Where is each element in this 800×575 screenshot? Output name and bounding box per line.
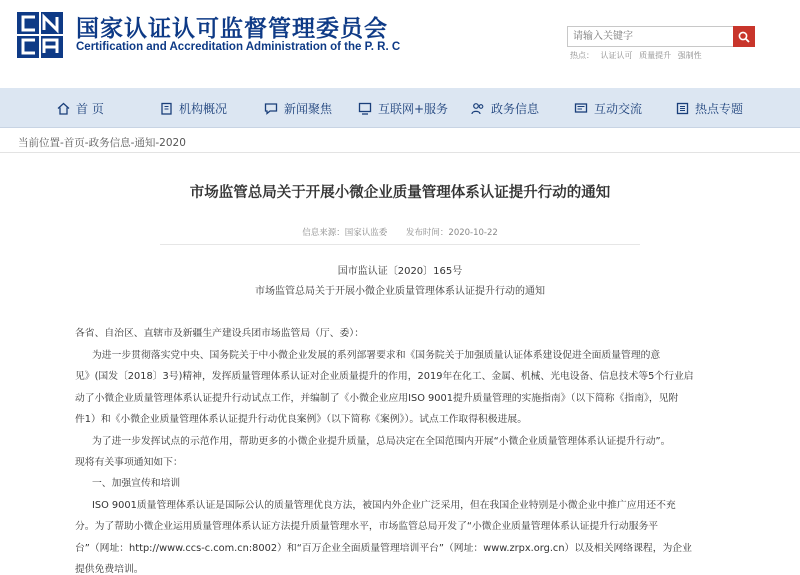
document-subtitle: 市场监管总局关于开展小微企业质量管理体系认证提升行动的通知	[255, 286, 545, 297]
nav-item-about[interactable]	[160, 88, 227, 128]
hot-word-link[interactable]: 强制性	[677, 51, 702, 60]
list-icon	[676, 102, 689, 115]
main-nav	[0, 88, 800, 128]
document-number: 国市监认证〔2020〕165号	[337, 266, 463, 277]
paragraph-line: 提供免费培训。	[75, 564, 144, 575]
article-meta	[0, 226, 800, 238]
cnca-logo-icon[interactable]	[17, 12, 63, 58]
article-title: 市场监管总局关于开展小微企业质量管理体系认证提升行动的通知	[189, 185, 611, 201]
breadcrumb[interactable]: 当前位置-首页-政务信息-通知-2020	[18, 137, 186, 149]
site-title-cn: 国家认证认可监督管理委员会	[76, 16, 388, 42]
hot-word-link[interactable]: 认证认可	[600, 51, 633, 60]
paragraph-line: 为了进一步发挥试点的示范作用，帮助更多的小微企业提升质量，总局决定在全国范围内开展“小微企业质量管理体系认证提升行动”。	[92, 436, 671, 447]
nav-label: 新闻聚焦	[284, 101, 333, 116]
nav-item-news[interactable]	[264, 88, 332, 128]
nav-item-home[interactable]	[57, 88, 104, 128]
hot-word-link[interactable]: 质量提升	[639, 51, 672, 60]
breadcrumb-divider	[0, 152, 800, 153]
nav-label: 热点专题	[695, 101, 744, 116]
building-icon	[160, 102, 173, 115]
hot-words-label: 热点：	[570, 51, 594, 60]
site-title-en: Certification and Accreditation Administration of the P. R. C	[76, 41, 401, 53]
nav-item-gov-info[interactable]	[471, 88, 539, 128]
article-date: 发布时间：2020-10-22	[405, 228, 498, 238]
search-box	[567, 26, 755, 47]
people-icon	[471, 102, 485, 115]
paragraph-line: 分。为了帮助小微企业运用质量管理体系认证方法提升质量管理水平，市场监管总局开发了“小微企业质量管理体系认证提升行动服务平	[75, 521, 659, 532]
nav-label: 政务信息	[491, 101, 540, 116]
search-icon	[738, 31, 750, 43]
paragraph-line: 见》(国发〔2018〕3号)精神，发挥质量管理体系认证对企业质量提升的作用，2019年在化工、金属、机械、光电设备、信息技术等5个行业启	[75, 371, 694, 382]
nav-item-internet-service[interactable]	[358, 88, 448, 128]
chat-icon	[264, 102, 278, 115]
paragraph-line: 各省、自治区、直辖市及新疆生产建设兵团市场监管局（厅、委）：	[75, 328, 365, 339]
nav-label: 互动交流	[594, 101, 643, 116]
computer-icon	[358, 102, 372, 115]
nav-label: 互联网+服务	[378, 101, 449, 116]
paragraph-line: 现将有关事项通知如下：	[75, 457, 183, 468]
article-source: 信息来源：国家认监委	[302, 228, 388, 238]
search-button[interactable]	[733, 26, 755, 47]
site-header	[0, 0, 800, 88]
search-input[interactable]	[568, 27, 734, 46]
paragraph-line: 件1）和《小微企业质量管理体系认证提升行动优良案例》（以下简称《案例》）。试点工作取得积极进展。	[75, 414, 527, 425]
nav-label: 机构概况	[179, 101, 228, 116]
paragraph-line: ISO 9001质量管理体系认证是国际公认的质量管理优良方法，被国内外企业广泛采用，但在我国企业特别是小微企业中推广应用还不充	[92, 500, 676, 511]
nav-item-topics[interactable]	[676, 88, 743, 128]
home-icon	[57, 102, 70, 115]
meta-divider	[160, 244, 640, 245]
paragraph-line: 台”（网址：http://www.ccs-c.com.cn:8002）和“百万企业全面质量管理培训平台”（网址：www.zrpx.org.cn）以及相关网络课程，为企业	[75, 543, 692, 554]
message-icon	[574, 102, 588, 115]
section-heading: 一、加强宣传和培训	[92, 478, 181, 489]
nav-item-interaction[interactable]	[574, 88, 642, 128]
hot-words	[570, 50, 706, 61]
paragraph-line: 动了小微企业质量管理体系认证提升行动试点工作，并编制了《小微企业应用ISO 9001提升质量管理的实施指南》（以下简称《指南》，见附	[75, 393, 679, 404]
paragraph-line: 为进一步贯彻落实党中央、国务院关于中小微企业发展的系列部署要求和《国务院关于加强质量认证体系建设促进全面质量管理的意	[92, 350, 661, 361]
nav-label: 首 页	[76, 101, 104, 116]
